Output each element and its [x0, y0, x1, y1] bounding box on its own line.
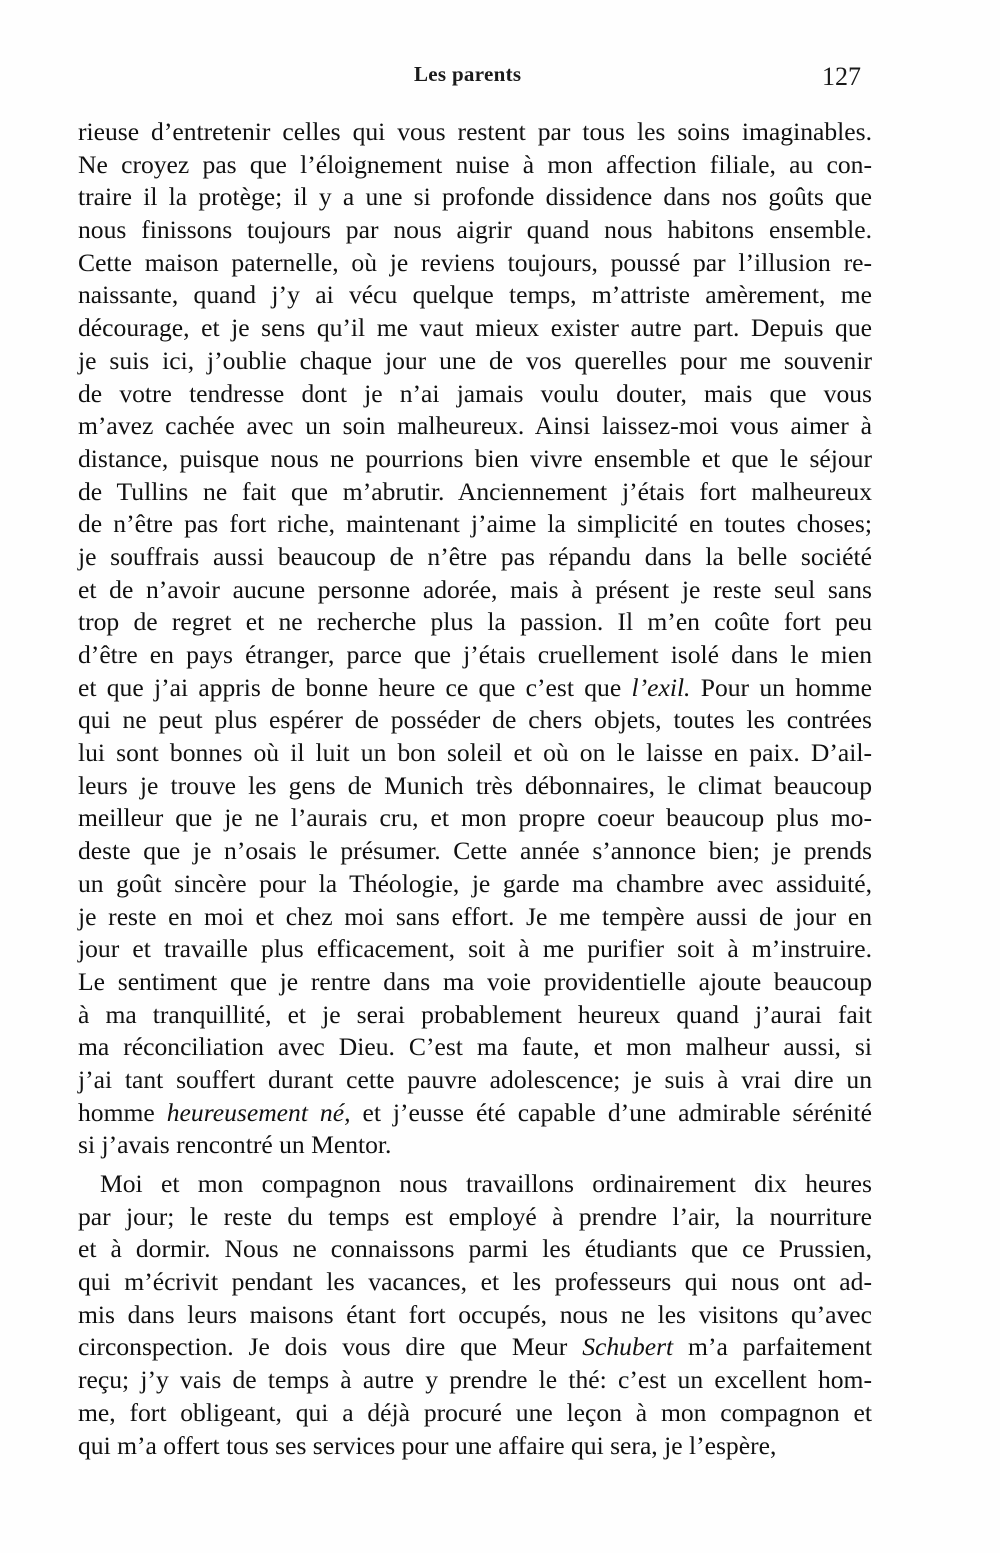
text-segment: Pour un homme — [690, 672, 872, 702]
text-line: Ne croyez pas que l’éloignement nuise à mon affection filiale, au con- — [78, 149, 872, 179]
text-segment: m’a parfaitement — [673, 1332, 873, 1362]
text-line: je souffrais aussi beaucoup de n’être pas répandu dans la belle société — [78, 541, 872, 571]
text-line: meilleur que je ne l’aurais cru, et mon propre coeur beaucoup plus mo- — [78, 803, 872, 833]
text-segment: homme — [78, 1097, 167, 1127]
text-line: et à dormir. Nous ne connaissons parmi les étudiants que ce Prussien, — [78, 1234, 872, 1264]
text-line: mis dans leurs maisons étant fort occupés, nous ne les visitons qu’avec — [78, 1299, 872, 1329]
text-line: décourage, et je sens qu’il me vaut mieux exister autre part. Depuis que — [78, 313, 872, 343]
text-line — [78, 672, 872, 705]
text-segment: circonspection. Je dois vous dire que Meur — [78, 1332, 583, 1362]
text-line: reçu; j’y vais de temps à autre y prendre le thé: c’est un excellent hom- — [78, 1365, 872, 1395]
text-line — [78, 1331, 872, 1364]
text-line: leurs je trouve les gens de Munich très débonnaires, le climat beaucoup — [78, 770, 872, 800]
page-number: 127 — [822, 62, 861, 91]
text-line: distance, puisque nous ne pourrions bien vivre ensemble et que le séjour — [78, 443, 872, 473]
text-line — [78, 1097, 872, 1130]
text-line: qui m’a offert tous ses services pour une affaire qui sera, je l’espère, — [78, 1430, 777, 1460]
text-line: qui m’écrivit pendant les vacances, et les professeurs qui nous ont ad- — [78, 1267, 872, 1297]
text-line: rieuse d’entretenir celles qui vous restent par tous les soins imaginables. — [78, 117, 872, 146]
text-line: par jour; le reste du temps est employé à prendre l’air, la nourriture — [78, 1201, 872, 1231]
text-line: un goût sincère pour la Théologie, je garde ma chambre avec assiduité, — [78, 868, 872, 898]
text-line: naissante, quand j’y ai vécu quelque temps, m’attriste amèrement, me — [78, 280, 872, 310]
italic-text: heureusement né, — [166, 1097, 351, 1127]
text-line: j’ai tant souffert durant cette pauvre adolescence; je suis à vrai dire un — [78, 1064, 872, 1094]
text-line: je suis ici, j’oublie chaque jour une de vos querelles pour me souvenir — [78, 345, 872, 375]
running-head: Les parents — [414, 62, 522, 86]
text-segment: et j’eusse été capable d’une admirable sérénité — [350, 1097, 873, 1127]
text-line: Cette maison paternelle, où je reviens toujours, poussé par l’illusion re- — [78, 247, 872, 277]
body-text — [78, 116, 872, 1462]
text-line: lui sont bonnes où il luit un bon soleil et où on le laisse en paix. D’ail- — [78, 738, 872, 768]
text-line: d’être en pays étranger, parce que j’étais cruellement isolé dans le mien — [78, 640, 872, 669]
text-line: de Tullins ne fait que m’abrutir. Anciennement j’étais fort malheureux — [78, 476, 872, 506]
text-line: à ma tranquillité, et je serai probablement heureux quand j’aurai fait — [78, 999, 872, 1029]
text-line: Le sentiment que je rentre dans ma voie providentielle ajoute beaucoup — [78, 966, 872, 996]
text-line: je reste en moi et chez moi sans effort. Je me tempère aussi de jour en — [78, 901, 872, 931]
text-line: trop de regret et ne recherche plus la passion. Il m’en coûte fort peu — [78, 607, 872, 637]
italic-text: l’exil. — [631, 672, 691, 702]
text-line: de votre tendresse dont je n’ai jamais voulu douter, mais que vous — [78, 378, 872, 408]
text-line: nous finissons toujours par nous aigrir quand nous habitons ensemble. — [78, 215, 872, 245]
text-line: si j’avais rencontré un Mentor. — [78, 1130, 392, 1160]
text-line: ma réconciliation avec Dieu. C’est ma faute, et mon malheur aussi, si — [78, 1032, 872, 1062]
text-line: me, fort obligeant, qui a déjà procuré une leçon à mon compagnon et — [78, 1397, 872, 1427]
text-line: de n’être pas fort riche, maintenant j’aime la simplicité en toutes choses; — [78, 509, 872, 539]
text-line: jour et travaille plus efficacement, soit à me purifier soit à m’instruire. — [78, 934, 872, 964]
text-line: Moi et mon compagnon nous travaillons ordinairement dix heures — [100, 1169, 872, 1198]
text-line: et de n’avoir aucune personne adorée, mais à présent je reste seul sans — [78, 574, 872, 604]
italic-text: Schubert — [582, 1332, 674, 1362]
text-line: qui ne peut plus espérer de posséder de chers objets, toutes les contrées — [78, 705, 872, 735]
text-line: m’avez cachée avec un soin malheureux. Ainsi laissez-moi vous aimer à — [78, 411, 872, 441]
text-line: deste que je n’osais le présumer. Cette année s’annonce bien; je prends — [78, 836, 872, 866]
text-segment: et que j’ai appris de bonne heure ce que c’est que — [78, 672, 632, 702]
text-line: traire il la protège; il y a une si profonde dissidence dans nos goûts que — [78, 182, 872, 212]
